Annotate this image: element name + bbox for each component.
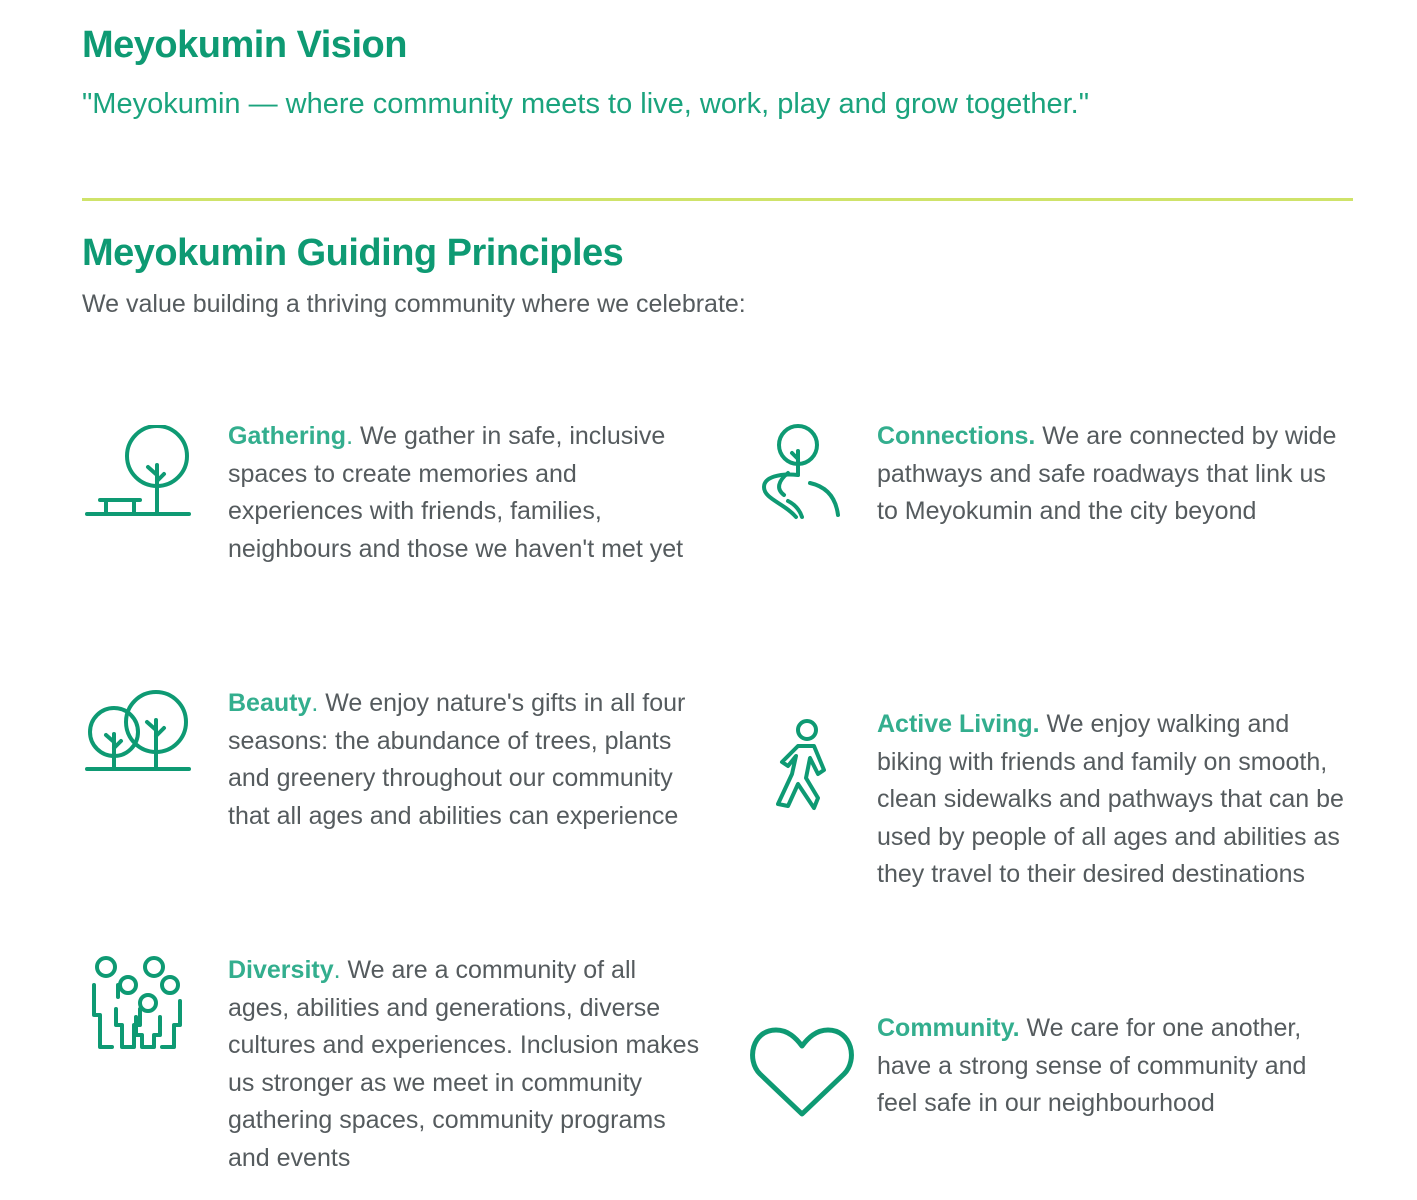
principle-name: Connections.	[877, 422, 1036, 450]
principle-gathering	[228, 418, 698, 568]
principle-text: We are connected by wide pathways and safe roadways that link us to Meyokumin and the city beyond	[877, 422, 1337, 525]
family-icon	[88, 955, 188, 1053]
principle-active-living	[877, 706, 1347, 894]
tree-bench-icon	[84, 425, 194, 520]
walking-person-icon	[770, 718, 835, 813]
principle-diversity	[228, 952, 703, 1177]
principle-text: We enjoy walking and biking with friends and family on smooth, clean sidewalks and pathways that can be used by people of all ages and abilities as they travel to their desired destinations	[877, 710, 1344, 888]
principle-text: We are a community of all ages, abilities and generations, diverse cultures and experiences. Inclusion makes us stronger as we meet in community gathering spaces, community programs and events	[228, 956, 700, 1172]
tree-pathway-icon	[758, 423, 843, 521]
principle-name: Community.	[877, 1014, 1020, 1042]
principle-name: Diversity	[228, 956, 334, 984]
principle-separator: .	[311, 689, 319, 717]
principle-name: Active Living.	[877, 710, 1040, 738]
principle-connections	[877, 418, 1347, 531]
principle-text: We enjoy nature's gifts in all four seasons: the abundance of trees, plants and greenery throughout our community that all ages and abilities can experience	[228, 689, 686, 830]
trees-icon	[84, 690, 194, 775]
section-divider	[82, 198, 1353, 201]
vision-title: Meyokumin Vision	[82, 24, 407, 66]
principle-community	[877, 1010, 1347, 1123]
principle-name: Beauty	[228, 689, 312, 717]
principle-beauty	[228, 685, 703, 835]
principle-separator: .	[333, 956, 341, 984]
principle-name: Gathering	[228, 422, 347, 450]
principle-separator: .	[346, 422, 354, 450]
principle-text: We gather in safe, inclusive spaces to create memories and experiences with friends, families, neighbours and those we haven't met yet	[228, 422, 684, 563]
heart-icon	[748, 1024, 856, 1120]
vision-quote: "Meyokumin — where community meets to live, work, play and grow together."	[82, 88, 1089, 120]
principles-intro: We value building a thriving community where we celebrate:	[82, 290, 746, 318]
principle-text: We care for one another, have a strong sense of community and feel safe in our neighbourhood	[877, 1014, 1307, 1117]
principles-title: Meyokumin Guiding Principles	[82, 232, 624, 274]
